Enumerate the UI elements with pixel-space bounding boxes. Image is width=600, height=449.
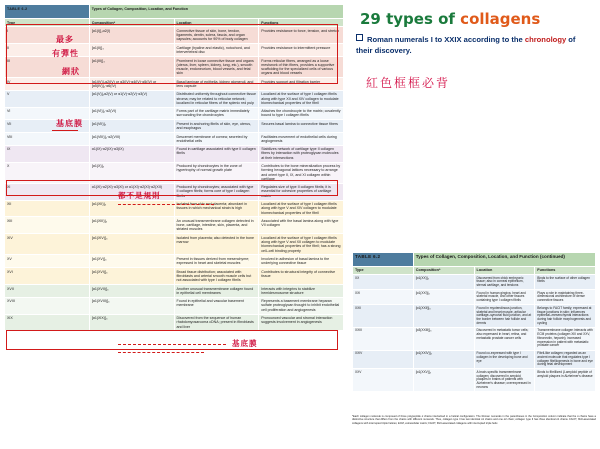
cell-type: IV [5,78,90,91]
cell-composition: [α1(III)]₃ [89,56,174,77]
table-row [5,200,344,217]
cell-type: XXI [353,290,414,305]
headline-of: of [432,10,461,28]
table-row [353,369,596,392]
handwritten-note-4: 基底膜 [56,119,83,128]
table-row [5,255,344,268]
cell-function: Transmembrane collagen interacts with ECM proteins (collagen XIII and XXV, fibronectin, heparin); increased expression in patient with metastatic prostate cancer [535,328,596,351]
cell-location: Discovered in metastatic tumor cells; also expressed in heart, retina, and metastatic prostate cancer cells [474,328,535,351]
cell-location: Produced by chondrocytes in the zone of hypertrophy of normal growth plate [174,162,259,183]
cell-composition: [α1(XVIII)]₃ [89,297,174,314]
headline-count: 29 types [360,10,433,28]
cell-type: XXIV [353,350,414,369]
cell-composition: [α1(XXV)]₃ [413,369,474,392]
handwritten-note-2: 有彈性 [52,49,79,58]
cell-location: Found in cartilage associated with type II collagen fibrils [174,145,259,162]
collagen-continued-table [352,252,596,392]
table-row [353,350,596,369]
cell-composition: [α1(XII)]₃ [89,200,174,217]
headline-word: collagens [460,10,541,28]
cell-location: Found in myotendinous junction, skeletal and heart muscle, articular cartilage–synovial fluid junction, and at the border between hair follicle and dermis [474,305,535,328]
cell-type: XVIII [5,297,90,314]
cell-type: XIX [5,314,90,331]
table-row [5,183,344,200]
table-row [353,305,596,328]
cell-type: XVI [5,268,90,285]
cell-function: Plays a role in maintaining three-dimensional architecture of dense connective tissues [535,290,596,305]
cell-location: Found in epithelial and vascular basement membrane [174,297,259,314]
red-dashed-underline-2 [118,344,226,345]
cell-type: XIV [5,234,90,255]
handwritten-note-1: 最多 [56,35,74,44]
cell-location: Prominent in loose connective tissue and organs (uterus, liver, spleen, kidney, lung, etc.), smooth muscle, endoneurium, blood vessels, and fetal skin [174,56,259,77]
cell-composition: [α1(XIV)]₃ [89,234,174,255]
cell-type: VI [5,107,90,120]
table-row [5,90,344,107]
cell-type: XXIII [353,328,414,351]
cell-location: Broad tissue distribution; associated with fibroblasts and arterial smooth muscle cells but not associated with type I collagen fibrils [174,268,259,285]
cell-function: Stabilizes network of cartilage type II collagen fibers by interaction with proteoglycan molecules at their intersections [259,145,344,162]
cell-function: Pronounced vascular and stromal interaction suggests involvement in angiogenesis [259,314,344,331]
cell-composition: [α1(IV)]₂α2(IV) or α3(IV)·α4(IV)·α5(IV) or [α5(IV)]₂·α6(IV) [89,78,174,91]
bullet-annotation [356,34,594,56]
table-row [5,120,344,133]
cell-composition: [α1(VIII)]₂·α2(VIII) [89,132,174,145]
table-row [5,217,344,234]
cell-function: Represents a basement membrane heparan sulfate proteoglycan thought to inhibit endothelial cell proliferation and angiogenesis [259,297,344,314]
cell-composition: α1(IX)·α2(IX)·α3(IX) [89,145,174,162]
table-row [5,284,344,297]
table-row [5,78,344,91]
col-location: Location [174,19,259,27]
cell-composition: [α1(X)]₃ [89,162,174,183]
cell-type: IX [5,145,90,162]
table-row [5,132,344,145]
table-row [353,328,596,351]
cell-function: Interacts with integrins to stabilize hemidesmosome structure [259,284,344,297]
cell-type: VII [5,120,90,133]
table-row [353,290,596,305]
cell-composition: [α1(XXIV)]₃ [413,350,474,369]
col-composition: Composition* [413,267,474,275]
cell-type: I [5,27,90,44]
headline-annotation [360,10,592,28]
cont-table-caption-row [353,253,596,267]
cell-type: V [5,90,90,107]
cell-composition: [α1(VI)]₂·α2(VI) [89,107,174,120]
cell-type: XXV [353,369,414,392]
cont-table-header-row [353,267,596,275]
cell-location: Present in anchoring fibrils of skin, eye, uterus, and esophagus [174,120,259,133]
table-row [5,314,344,331]
cell-function: Fibril-like collagen; regarded as an ancient molecule that regulates type I collagen fibrillogenesis in bone and eye during fetal development [535,350,596,369]
cell-function: Binds to the surface of other collagen fibrils [535,275,596,290]
cell-composition: [α1(XXII)]₃ [413,305,474,328]
cell-function: Contributes to structural integrity of connective tissue [259,268,344,285]
cell-function: Secures basal lamina to connective tissue fibers [259,120,344,133]
cell-type: X [5,162,90,183]
cell-type: XVII [5,284,90,297]
cell-location: Isolated from placenta; also detected in the bone marrow [174,234,259,255]
cell-composition: [α3(XXIII)]₃ [413,328,474,351]
red-dashed-underline-3 [118,352,204,353]
main-table-header-row [5,19,344,27]
cell-function: Provides resistance to intermittent pressure [259,44,344,57]
cell-location: Connective tissue of skin, bone, tendon, ligaments, dentin, sclera, fascia, and organ capsules; accounts for 90% of body collagen [174,27,259,44]
handwritten-note-cjk: 紅色框框必背 [366,76,451,90]
cell-composition: [α1(XIX)]₃ [89,314,174,331]
cell-location: Found co-expressed with type I collagen in the developing bone and eye [474,350,535,369]
cell-location: Basal laminae of epithelia, kidney glomeruli, and lens capsule [174,78,259,91]
cell-function: Provides resistance to force, tension, and stretch [259,27,344,44]
cell-location: Produced by chondrocytes; associated with type II collagen fibrils; forms core of type I collagen fibrils [174,183,259,200]
cell-type: XV [5,255,90,268]
cell-composition: [α1(XVI)]₃ [89,268,174,285]
col-location: Location [474,267,535,275]
cell-function: Forms reticular fibers, arranged as a loose meshwork of thin fibers, provides a supportive scaffolding for the specialized cells of various organs and blood vessels [259,56,344,77]
cell-composition: [α1(I)]₂α2(I) [89,27,174,44]
cell-type: VIII [5,132,90,145]
cell-function: Localized at the surface of type I collagen fibrils along with type XII and XIV collagen to modulate biomechanical properties of the fibril [259,90,344,107]
table-row [5,234,344,255]
cell-composition: [α1(II)]₃ [89,44,174,57]
cell-function: Regulates size of type II collagen fibrils; it is essential for cohesive properties of cartilage matrix [259,183,344,200]
col-composition: Composition* [89,19,174,27]
cell-function: Provides support and filtration barrier [259,78,344,91]
cell-location: Isolated from skin and placenta; abundant in tissues in which mechanical strain is high [174,200,259,217]
cell-composition: [α1(XXI)]₃ [413,290,474,305]
cell-type: XX [353,275,414,290]
table-row [5,56,344,77]
cell-composition: [α1(VII)]₃ [89,120,174,133]
cell-function: Attaches the chondrocyte to the matrix; covalently bound to type I collagen fibrils [259,107,344,120]
cell-function: Belongs to FACIT family; expressed at tissue junctions in skin; influences epithelial–mesenchymal interactions during hair follicle morphogenesis and cycling [535,305,596,328]
cell-composition: [α1(V)]₂α2(V) or α1(V)·α2(V)·α3(V) [89,90,174,107]
table-footnote: *Each collagen molecule is composed of three polypeptide α chains intertwined in a helical configuration. The Roman numerals in the parentheses in the Composition column indicate that the α chains have a distinctive structure that differs from the chains with different numerals. Thus, collagen type I has two identical α1 chains and one α2 chain; collagen type II has three identical α1 chains. FACIT, fibril-associated collagens with interrupted triple helices; ECM, extracellular matrix; FACIT, fibril-associated collagens with interrupted triple helix. [352,415,596,425]
red-highlight-box-type-xvii [6,330,338,350]
main-table-title: Types of Collagen, Composition, Location, and Function [89,5,343,19]
cell-composition: [α1(XV)]₃ [89,255,174,268]
handwritten-note-3: 網狀 [62,67,80,76]
table-row [5,268,344,285]
cont-table-title: Types of Collagen, Composition, Location, and Function (continued) [413,253,595,267]
cell-location: Descemet membrane of cornea; secreted by endothelial cells [174,132,259,145]
cell-location: Cartilage (hyaline and elastic), notochord, and intervertebral disc [174,44,259,57]
cell-type: XIII [5,217,90,234]
main-table-badge: TABLE 6.2 [5,5,90,19]
cell-function: Facilitates movement of endothelial cells during angiogenesis [259,132,344,145]
collagen-main-table [4,4,344,331]
cell-function: Localized at the surface of type I collagen fibrils along with type V and XII collagen to modulate biomechanical properties of the fibril; has a strong cell–cell binding property [259,234,344,255]
bullet-emphasis: chronology [524,35,567,44]
cell-location: Forms part of the cartilage matrix immediately surrounding the chondrocytes [174,107,259,120]
cell-location: Discovered from the sequence of human rhabdomyosarcoma cDNA; present in fibroblasts and liver [174,314,259,331]
cell-location: Discovered from chick embryonic tissue; also in corneal epithelium, sternal cartilage, and tendons [474,275,535,290]
bullet-square-icon [356,34,363,41]
cell-type: XII [5,200,90,217]
handwritten-note-5: 都不是規則 [118,191,161,200]
cell-location: A brain-specific transmembrane collagen; discovered in amyloid plaques in brains of patients with Alzheimer's disease; overexpressed in neurons [474,369,535,392]
cell-type: III [5,56,90,77]
table-row [353,275,596,290]
cell-type: II [5,44,90,57]
bullet-post: of their discovery. [356,35,576,55]
cell-type: XI [5,183,90,200]
cell-location: An unusual transmembrane collagen detected in bone, cartilage, intestine, skin, placenta, and striated muscles [174,217,259,234]
col-functions: Functions [259,19,344,27]
cell-composition: [α1(XX)]₃ [413,275,474,290]
cell-function: Contributes to the bone mineralization process by forming hexagonal lattices necessary to arrange and orient type II, IX, and XI collagen within cartilage [259,162,344,183]
col-type: Type [5,19,90,27]
col-functions: Functions [535,267,596,275]
table-row [5,27,344,44]
cell-composition: [α1(XVII)]₃ [89,284,174,297]
cell-function: Localized at the surface of type I collagen fibrils along with type V and XIV collagen to modulate biomechanical properties of the fibril [259,200,344,217]
cell-location: Another unusual transmembrane collagen found in epithelial cell membranes [174,284,259,297]
table-row [5,162,344,183]
cell-function: Binds to fibrillized β-amyloid peptide of amyloid plaques in Alzheimer's disease [535,369,596,392]
main-table-caption-row [5,5,344,19]
cell-type: XXII [353,305,414,328]
col-type: Type [353,267,414,275]
cell-location: Present in tissues derived from mesenchyme; expressed in heart and skeletal muscles [174,255,259,268]
cell-location: Found in human gingiva, heart and skeletal muscle, and other tissues containing type I collagen fibrils [474,290,535,305]
table-row [5,107,344,120]
bullet-mid: according to the [461,35,525,44]
bullet-pre: Roman numerals [367,35,431,44]
bullet-range: I to XXIX [430,35,462,44]
table-row [5,44,344,57]
cell-composition: α1(XI)·α2(XI)·α3(XI) or α1(XI)·α2(XI)·α2(XII) [89,183,174,200]
cell-function: Associated with the basal lamina along with type VII collagen [259,217,344,234]
cell-function: Involved in adhesion of basal lamina to the underlying connective tissue [259,255,344,268]
table-row [5,145,344,162]
handwritten-note-6: 基底膜 [232,339,258,348]
cell-location: Distributed uniformly throughout connective tissue stroma; may be related to reticular network; localized in reticular fibers of the splenic red pulp [174,90,259,107]
table-row [5,297,344,314]
cont-table-badge: TABLE 6.2 [353,253,414,267]
cell-composition: [α1(XIII)]₃ [89,217,174,234]
